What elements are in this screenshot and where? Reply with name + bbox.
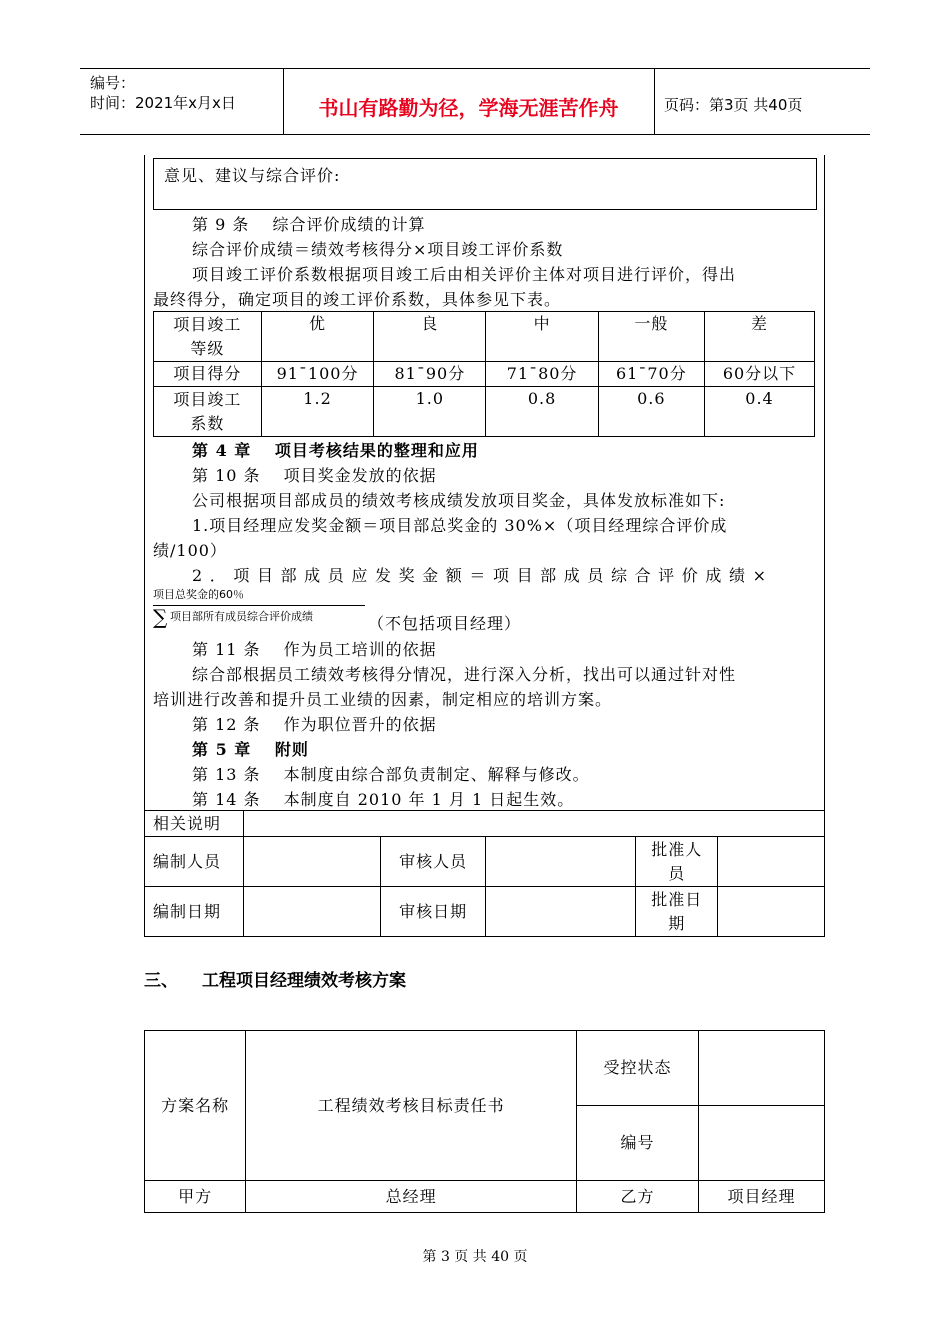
article-11-title: 第 11 条 作为员工培训的依据 [192,640,437,659]
plan-name-label: 方案名称 [145,1031,246,1181]
coefficient-cell: 0.4 [705,387,815,437]
fraction-denominator: 项目部所有成员综合评价成绩 [170,610,313,623]
fraction-numerator: 项目总奖金的60％ [153,588,244,601]
article-9-desc: 项目竣工评价系数根据项目竣工后由相关评价主体对项目进行评价，得出 [192,265,737,284]
header-divider [654,68,655,135]
row-header-line: 项目竣工 [173,314,242,334]
header-bottom-rule [80,134,870,135]
compiler-value [243,837,381,887]
party-b-value: 项目经理 [698,1181,824,1213]
approve-date-value [718,887,825,937]
party-b-label: 乙方 [576,1181,698,1213]
coefficient-cell: 0.6 [598,387,704,437]
row-header-line: 项目竣工 [173,389,242,409]
section-number: 三、 [144,971,178,991]
compile-date-value [243,887,381,937]
number-label: 编号 [576,1106,698,1181]
approve-date-label: 批准日期 [635,887,718,937]
review-date-label: 审核日期 [381,887,486,937]
compiler-label: 编制人员 [145,837,244,887]
approval-table [144,810,825,937]
header-top-rule [80,68,870,69]
approver-label: 批准人员 [635,837,718,887]
rule-item-1: 1.项目经理应发奖金额＝项目部总奖金的 30%×（项目经理综合评价成 [192,516,728,535]
section-title: 工程项目经理绩效考核方案 [202,971,406,991]
rule-item-1: 绩/100） [153,541,227,560]
score-cell: 91¯100分 [261,362,373,387]
grade-cell: 差 [705,312,815,362]
date-label: 时间：2021年x月x日 [90,94,236,112]
opinion-label: 意见、建议与综合评价: [164,166,341,185]
article-11-desc: 综合部根据员工绩效考核得分情况，进行深入分析，找出可以通过针对性 [192,665,737,684]
row-header-line: 系数 [190,413,225,433]
plan-name-value: 工程绩效考核目标责任书 [246,1031,577,1181]
compile-date-label: 编制日期 [145,887,244,937]
fraction-bar [153,605,365,606]
row-header-line: 等级 [190,338,225,358]
approver-value [718,837,825,887]
number-value [698,1106,824,1181]
row-header-score: 项目得分 [154,362,262,387]
grade-cell: 良 [374,312,486,362]
article-10-title: 第 10 条 项目奖金发放的依据 [192,466,437,485]
related-notes-label: 相关说明 [145,811,244,837]
grade-cell: 一般 [598,312,704,362]
control-status-label: 受控状态 [576,1031,698,1106]
review-date-value [486,887,636,937]
frame-right-border [824,155,825,810]
grade-table [153,311,815,437]
control-status-value [698,1031,824,1106]
article-11-desc: 培训进行改善和提升员工业绩的因素，制定相应的培训方案。 [153,690,613,709]
grade-cell: 优 [261,312,373,362]
article-14: 第 14 条 本制度自 2010 年 1 月 1 日起生效。 [192,790,575,809]
coefficient-cell: 0.8 [486,387,598,437]
article-13: 第 13 条 本制度由综合部负责制定、解释与修改。 [192,765,590,784]
coefficient-cell: 1.0 [374,387,486,437]
party-a-label: 甲方 [145,1181,246,1213]
party-a-value: 总经理 [246,1181,577,1213]
grade-cell: 中 [486,312,598,362]
doc-number-label: 编号： [90,74,136,92]
article-9-title: 第 9 条 综合评价成绩的计算 [192,215,426,234]
chapter-5-title: 第 5 章 附则 [192,740,309,759]
rule-item-2-note: （不包括项目经理） [368,614,522,633]
score-cell: 71¯80分 [486,362,598,387]
score-cell: 81¯90分 [374,362,486,387]
frame-left-border [144,155,145,810]
row-header-coefficient [154,387,262,437]
related-notes-value [243,811,824,837]
plan-table [144,1030,825,1213]
rule-item-2: 2．项目部成员应发奖金额＝项目部成员综合评价成绩× [192,566,774,585]
chapter-4-title: 第 4 章 项目考核结果的整理和应用 [192,441,479,460]
row-header-grade [154,312,262,362]
reviewer-label: 审核人员 [381,837,486,887]
article-9-desc: 最终得分，确定项目的竣工评价系数，具体参见下表。 [153,290,562,309]
reviewer-value [486,837,636,887]
article-9-formula: 综合评价成绩＝绩效考核得分×项目竣工评价系数 [192,240,564,259]
coefficient-cell: 1.2 [261,387,373,437]
score-cell: 60分以下 [705,362,815,387]
article-10-desc: 公司根据项目部成员的绩效考核成绩发放项目奖金，具体发放标准如下: [192,491,726,510]
page-info: 页码：第3页 共40页 [664,96,803,114]
score-cell: 61¯70分 [598,362,704,387]
sigma-symbol: ∑ [153,605,168,629]
footer-page-number: 第 3 页 共 40 页 [422,1249,528,1265]
article-12-title: 第 12 条 作为职位晋升的依据 [192,715,437,734]
slogan: 书山有路勤为径，学海无涯苦作舟 [318,96,619,120]
